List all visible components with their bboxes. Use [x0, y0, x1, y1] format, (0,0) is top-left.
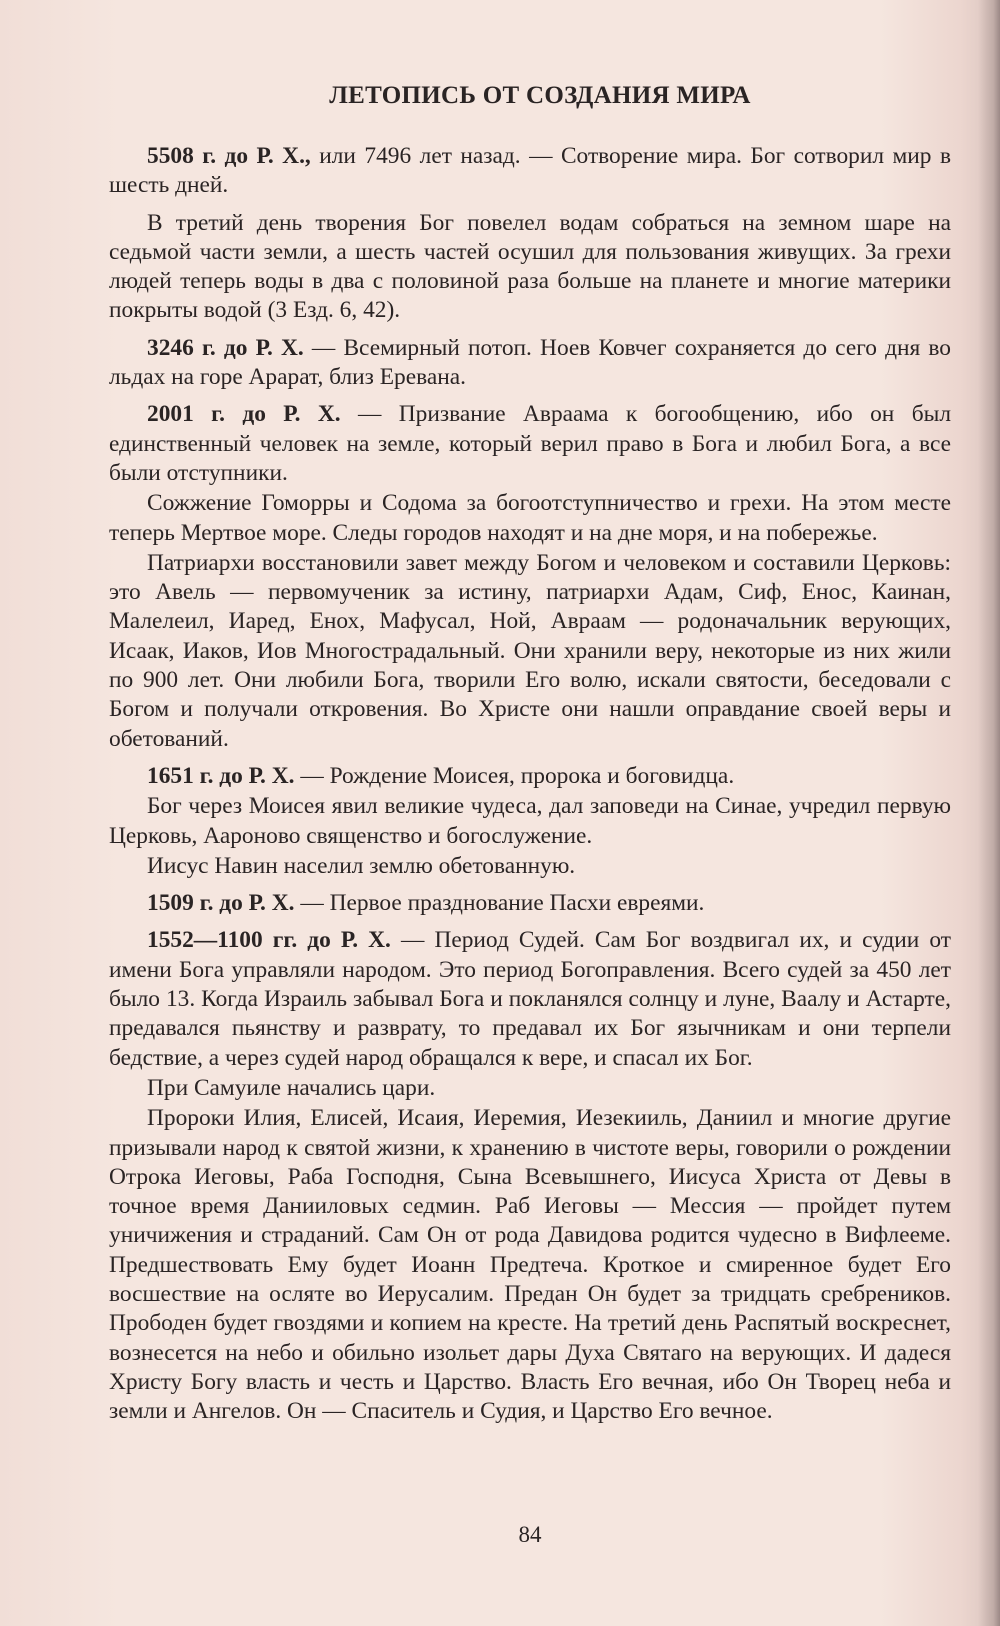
paragraph-text: — Период Судей. Сам Бог воздвигал их, и судии от имени Бога управляли народом. Это период Богоправления. Всего судей за 450 лет было 13. Когда Израиль забывал Бога и покланялся солнцу и луне, Ваалу и Астарте, предавался пьянству и разврату, то предавал их Бог язычникам и они терпели бедствие, а через судей народ обращался к вере, и спасал их Бог.: [109, 927, 951, 1071]
paragraph-text: Бог через Моисея явил великие чудеса, дал заповеди на Синае, учредил первую Церковь, Аароново священство и богослужение.: [109, 793, 951, 849]
paragraph-moses-birth: [109, 762, 951, 791]
date-label: 3246 г. до Р. Х.: [147, 334, 304, 361]
paragraph-text: Патриархи восстановили завет между Богом и человеком и составили Церковь: это Авель — первомученик за истину, патриархи Адам, Сиф, Енос, Каинан, Малелеил, Иаред, Енох, Мафусал, Ной, Авраам — родоначальник верующих, Исаак, Иаков, Иов Многострадальный. Они хранили веру, некоторые из них жили по 900 лет. Они любили Бога, творили Его волю, искали святости, беседовали с Богом и получали откровения. Во Христе они нашли оправдание своей веры и обетований.: [109, 549, 951, 752]
paragraph-text: При Самуиле начались цари.: [147, 1074, 436, 1101]
paragraph-text: — Призвание Авраама к богообщению, ибо он был единственный человек на земле, который верил право в Бога и любил Бога, а все были отступники.: [109, 401, 951, 486]
page-content: [109, 80, 951, 1434]
page-title: ЛЕТОПИСЬ ОТ СОЗДАНИЯ МИРА: [329, 82, 751, 109]
paragraph-sodom: [109, 489, 951, 548]
paragraph-abraham: [109, 400, 951, 488]
paragraph-passover: [109, 889, 951, 918]
date-label: 1509 г. до Р. Х.: [147, 890, 295, 917]
paragraph-joshua: [109, 852, 951, 881]
date-label: 1552—1100 гг. до Р. Х.: [147, 927, 391, 954]
paragraph-text: — Всемирный потоп. Ноев Ковчег сохраняется до сего дня во льдах на горе Арарат, близ Еревана.: [109, 334, 952, 391]
paragraph-text: Сожжение Гоморры и Содома за богоотступничество и грехи. На этом месте теперь Мертвое море. Следы городов находят и на дне моря, и на побережье.: [109, 490, 951, 546]
paragraph-text: — Рождение Моисея, пророка и боговидца.: [294, 762, 735, 789]
paragraph-text: или 7496 лет назад. — Сотворение мира. Бог сотворил мир в шесть дней.: [109, 143, 952, 199]
paragraph-text: — Первое празднование Пасхи евреями.: [294, 890, 705, 917]
date-label: 2001 г. до Р. Х.: [147, 401, 341, 428]
paragraph-text: Пророки Илия, Елисей, Исаия, Иеремия, Иезекииль, Даниил и многие другие призывали народ к святой жизни, к хранению в чистоте веры, говорили о рождении Отрока Иеговы, Раба Господня, Сына Всевышнего, Иисуса Христа от Девы в точное время Данииловых седмин. Раб Иеговы — Мессия — пройдет путем уничижения и страданий. Сам Он от рода Давидова родится чудесно в Вифлееме. Предшествовать Ему будет Иоанн Предтеча. Кроткое и смиренное будет Его восшествие на осляте во Иерусалим. Предан Он будет за тридцать сребреников. Прободен будет гвоздями и копием на кресте. На третий день Распятый воскреснет, вознесется на небо и обильно изольет дары Духа Святаго на верующих. И дадеся Христу Богу власть и честь и Царство. Власть Его вечная, ибо Он Творец неба и земли и Ангелов. Он — Спаситель и Судия, и Царство Его вечное.: [109, 1105, 951, 1425]
paragraph-judges: [109, 926, 951, 1072]
page-edge-shadow: [978, 0, 1000, 1626]
page-number: 84: [518, 1522, 542, 1547]
date-label: 1651 г. до Р. Х.: [147, 762, 295, 789]
paragraph-text: В третий день творения Бог повелел водам собраться на земном шаре на седьмой части земли, а шесть частей осушил для пользования живущих. За грехи людей теперь воды в два с половиной раза больше на планете и многие материки покрыты водой (3 Езд. 6, 42).: [109, 209, 951, 324]
paragraph-text: Иисус Навин населил землю обетованную.: [147, 852, 576, 879]
paragraph-third-day: [109, 209, 951, 326]
paragraph-creation: [109, 142, 951, 201]
paragraph-moses-miracles: [109, 792, 951, 851]
paragraph-patriarchs: [109, 549, 951, 754]
paragraph-samuel: [109, 1074, 951, 1103]
paragraph-prophets: [109, 1104, 951, 1426]
date-label: 5508 г. до Р. Х.,: [147, 143, 311, 169]
paragraph-flood: [109, 334, 951, 393]
